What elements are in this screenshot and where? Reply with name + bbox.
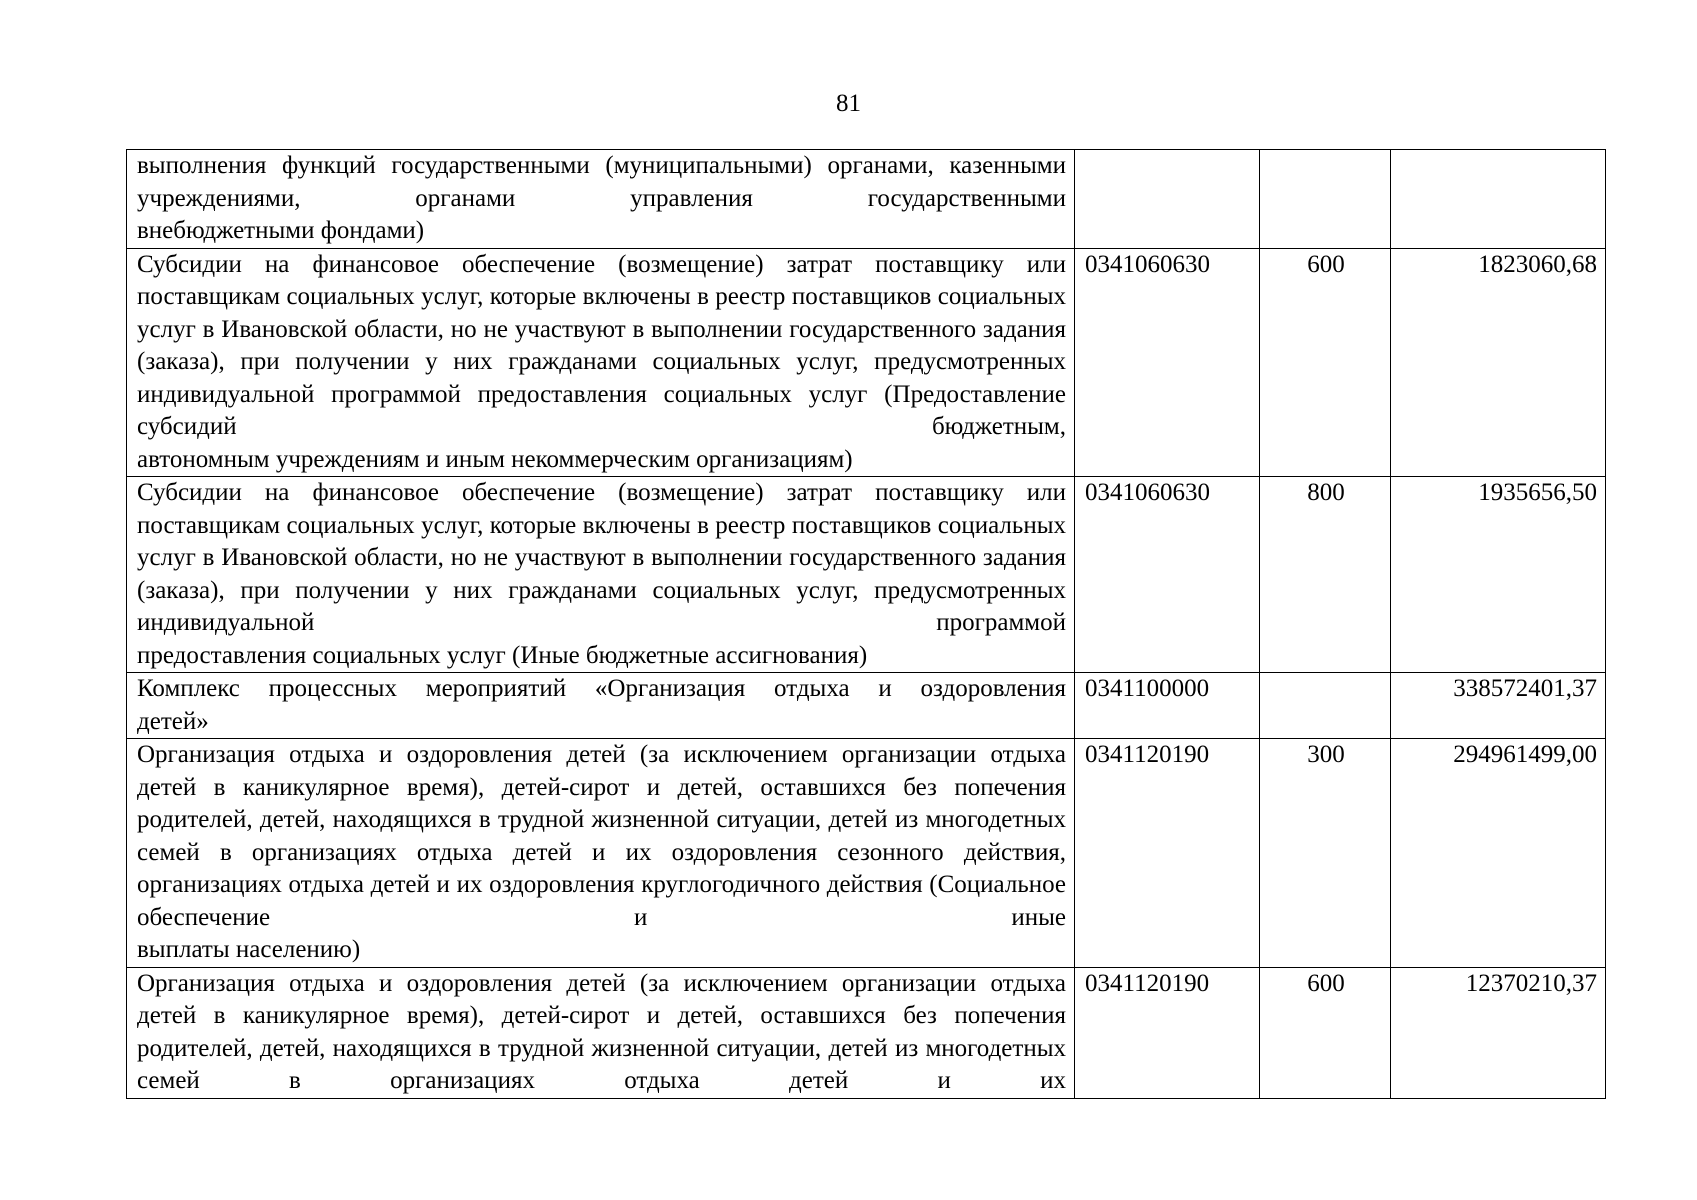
description-line-last: автономным учреждениям и иным некоммерческим организациям) (137, 445, 853, 473)
target-article-code: 0341060630 (1075, 248, 1260, 477)
table-row (127, 739, 1606, 968)
item-description (127, 477, 1075, 673)
description-line: предоставления социальных услуг (Предоставление субсидий бюджетным, (137, 380, 1066, 440)
amount-value: 1935656,50 (1391, 477, 1606, 673)
description-line: казенными учреждениями, органами управления государственными (137, 152, 1066, 212)
target-article-code: 0341120190 (1075, 739, 1260, 968)
item-description (127, 248, 1075, 477)
target-article-code: 0341100000 (1075, 673, 1260, 739)
description-line: попечения родителей, детей, находящихся в трудной жизненной ситуации, (137, 1002, 1067, 1062)
expense-type-code: 600 (1260, 248, 1391, 477)
table-row (127, 673, 1606, 739)
item-description (127, 967, 1075, 1098)
description-line: социальных услуг в Ивановской области, но не участвуют в выполнении (137, 283, 1066, 343)
description-line: выполнения функций государственными (муниципальными) органами, (137, 152, 934, 179)
description-line: социальных услуг, предусмотренных индивидуальной программой (137, 576, 1067, 636)
description-line: отдыха детей в каникулярное время), детей-сирот и детей, оставшихся без (137, 741, 1067, 801)
description-line: государственного задания (заказа), при получении у них гражданами (137, 544, 1066, 604)
expense-type-code (1260, 150, 1391, 249)
amount-value (1391, 150, 1606, 249)
description-line: государственного задания (заказа), при получении у них гражданами (137, 315, 1066, 375)
table-row (127, 477, 1606, 673)
table-row (127, 248, 1606, 477)
description-line: социальных услуг в Ивановской области, но не участвуют в выполнении (137, 511, 1066, 571)
page-number: 81 (836, 90, 861, 117)
target-article-code: 0341120190 (1075, 967, 1260, 1098)
description-line: Субсидии на финансовое обеспечение (возмещение) затрат поставщику или (137, 250, 1066, 278)
description-line: поставщикам социальных услуг, которые включены в реестр поставщиков (137, 511, 932, 539)
description-line: социальных услуг, предусмотренных индивидуальной программой (137, 348, 1067, 408)
description-line: оздоровления сезонного действия, организациях отдыха детей и их (137, 838, 1066, 898)
description-line: попечения родителей, детей, находящихся в трудной жизненной ситуации, (137, 773, 1067, 833)
target-article-code (1075, 150, 1260, 249)
item-description (127, 150, 1075, 249)
amount-value: 294961499,00 (1391, 739, 1606, 968)
expense-type-code: 800 (1260, 477, 1391, 673)
item-description (127, 673, 1075, 739)
expense-type-code: 300 (1260, 739, 1391, 968)
description-line: Комплекс процессных мероприятий «Организация отдыха и оздоровления (137, 675, 1066, 702)
table-body (127, 150, 1606, 1099)
budget-table (126, 149, 1606, 1099)
description-line: отдыха детей в каникулярное время), детей-сирот и детей, оставшихся без (137, 969, 1067, 1029)
description-line: детей из многодетных семей в организациях отдыха детей и их (137, 1034, 1067, 1094)
description-line: оздоровления круглогодичного действия (Социальное обеспечение и иные (137, 871, 1066, 931)
description-line: Субсидии на финансовое обеспечение (возмещение) затрат поставщику или (137, 479, 1066, 506)
amount-value: 338572401,37 (1391, 673, 1606, 739)
description-line-last: детей» (137, 707, 209, 735)
description-line-last: выплаты населению) (137, 936, 361, 963)
description-line-last: внебюджетными фондами) (137, 217, 425, 244)
amount-value: 12370210,37 (1391, 967, 1606, 1098)
target-article-code: 0341060630 (1075, 477, 1260, 673)
item-description (127, 739, 1075, 968)
table-row (127, 967, 1606, 1098)
table-row (127, 150, 1606, 249)
amount-value: 1823060,68 (1391, 248, 1606, 477)
description-line: поставщикам социальных услуг, которые включены в реестр поставщиков (137, 283, 932, 310)
description-line: Организация отдыха и оздоровления детей (за исключением организации (137, 741, 977, 768)
expense-type-code (1260, 673, 1391, 739)
description-line: Организация отдыха и оздоровления детей (за исключением организации (137, 969, 977, 997)
description-line-last: предоставления социальных услуг (Иные бюджетные ассигнования) (137, 641, 868, 669)
expense-type-code: 600 (1260, 967, 1391, 1098)
description-line: детей из многодетных семей в организациях отдыха детей и их (137, 806, 1067, 866)
